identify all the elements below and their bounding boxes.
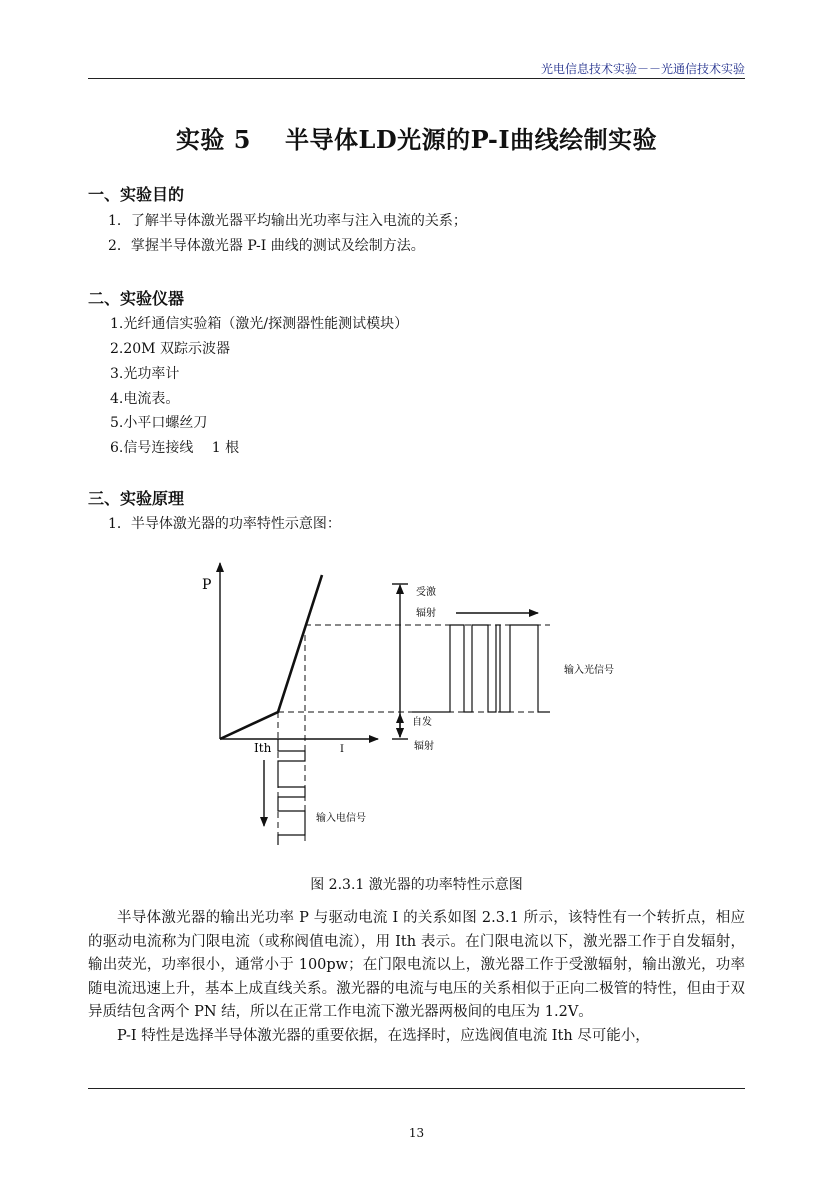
page-number: 13 xyxy=(408,1126,425,1140)
experiment-title: 半导体LD光源的P-I曲线绘制实验 xyxy=(284,125,658,154)
section-heading-purpose: 一、实验目的 xyxy=(88,185,185,204)
ith-label: Ith xyxy=(254,741,272,755)
list-item: 1.光纤通信实验箱（激光/探测器性能测试模块） xyxy=(110,316,409,332)
header-rule xyxy=(88,78,745,79)
list-item: 2.20M 双踪示波器 xyxy=(110,341,230,357)
list-item: 1．半导体激光器的功率特性示意图： xyxy=(108,516,341,532)
list-item: 2．掌握半导体激光器 P-I 曲线的测试及绘制方法。 xyxy=(108,238,425,254)
p-axis-label: P xyxy=(202,577,212,593)
figure-caption: 图 2.3.1 激光器的功率特性示意图 xyxy=(310,877,523,893)
page-header: 光电信息技术实验－－光通信技术实验 xyxy=(540,62,745,76)
paragraph: P-I 特性是选择半导体激光器的重要依据，在选择时，应选阀值电流 Ith 尽可能小， xyxy=(117,1027,650,1044)
spontaneous-label-1: 自发 xyxy=(412,717,432,728)
list-item: 5.小平口螺丝刀 xyxy=(110,415,208,431)
electrical-signal-label: 输入电信号 xyxy=(316,813,366,824)
paragraph: 半导体激光器的输出光功率 P 与驱动电流 I 的关系如图 2.3.1 所示，该特性有一个转折点，相应的驱动电流称为门限电流（或称阀值电流），用 Ith 表示。在门限电流以下，激光器工作于自发辐射，输出荧光，功率很小，通常小于 100pw；在门限电流以上，激光器工作于受激辐射，输出激光，功率随电流迅速上升，基本上成直线关系。激光器的电流与电压的关系相似于正向二极管的特性，但由于双异质结包含两个 PN 结，所以在正常工作电流下激光器两极间的电压为 1.2V。 xyxy=(88,910,745,1020)
stimulated-label-1: 受激 xyxy=(416,587,436,598)
list-item: 4.电流表。 xyxy=(110,391,180,407)
i-axis-label: I xyxy=(340,744,344,755)
experiment-number: 实验 5 xyxy=(175,125,251,154)
body-text xyxy=(88,907,745,1048)
page-title xyxy=(0,120,833,155)
list-item: 6.信号连接线 1 根 xyxy=(110,440,240,456)
electrical-pulse-signal xyxy=(278,739,305,845)
optical-signal-label: 输入光信号 xyxy=(564,665,614,676)
pi-characteristic-diagram xyxy=(180,555,660,865)
pi-curve xyxy=(220,575,322,739)
section-heading-instruments: 二、实验仪器 xyxy=(88,289,185,308)
list-item: 1．了解半导体激光器平均输出光功率与注入电流的关系； xyxy=(108,213,467,229)
optical-pulse-signal xyxy=(412,625,550,712)
section-heading-principle: 三、实验原理 xyxy=(88,489,185,508)
spontaneous-label-2: 辐射 xyxy=(414,741,434,752)
footer-rule xyxy=(88,1088,745,1089)
stimulated-label-2: 辐射 xyxy=(416,608,436,619)
list-item: 3.光功率计 xyxy=(110,366,180,382)
